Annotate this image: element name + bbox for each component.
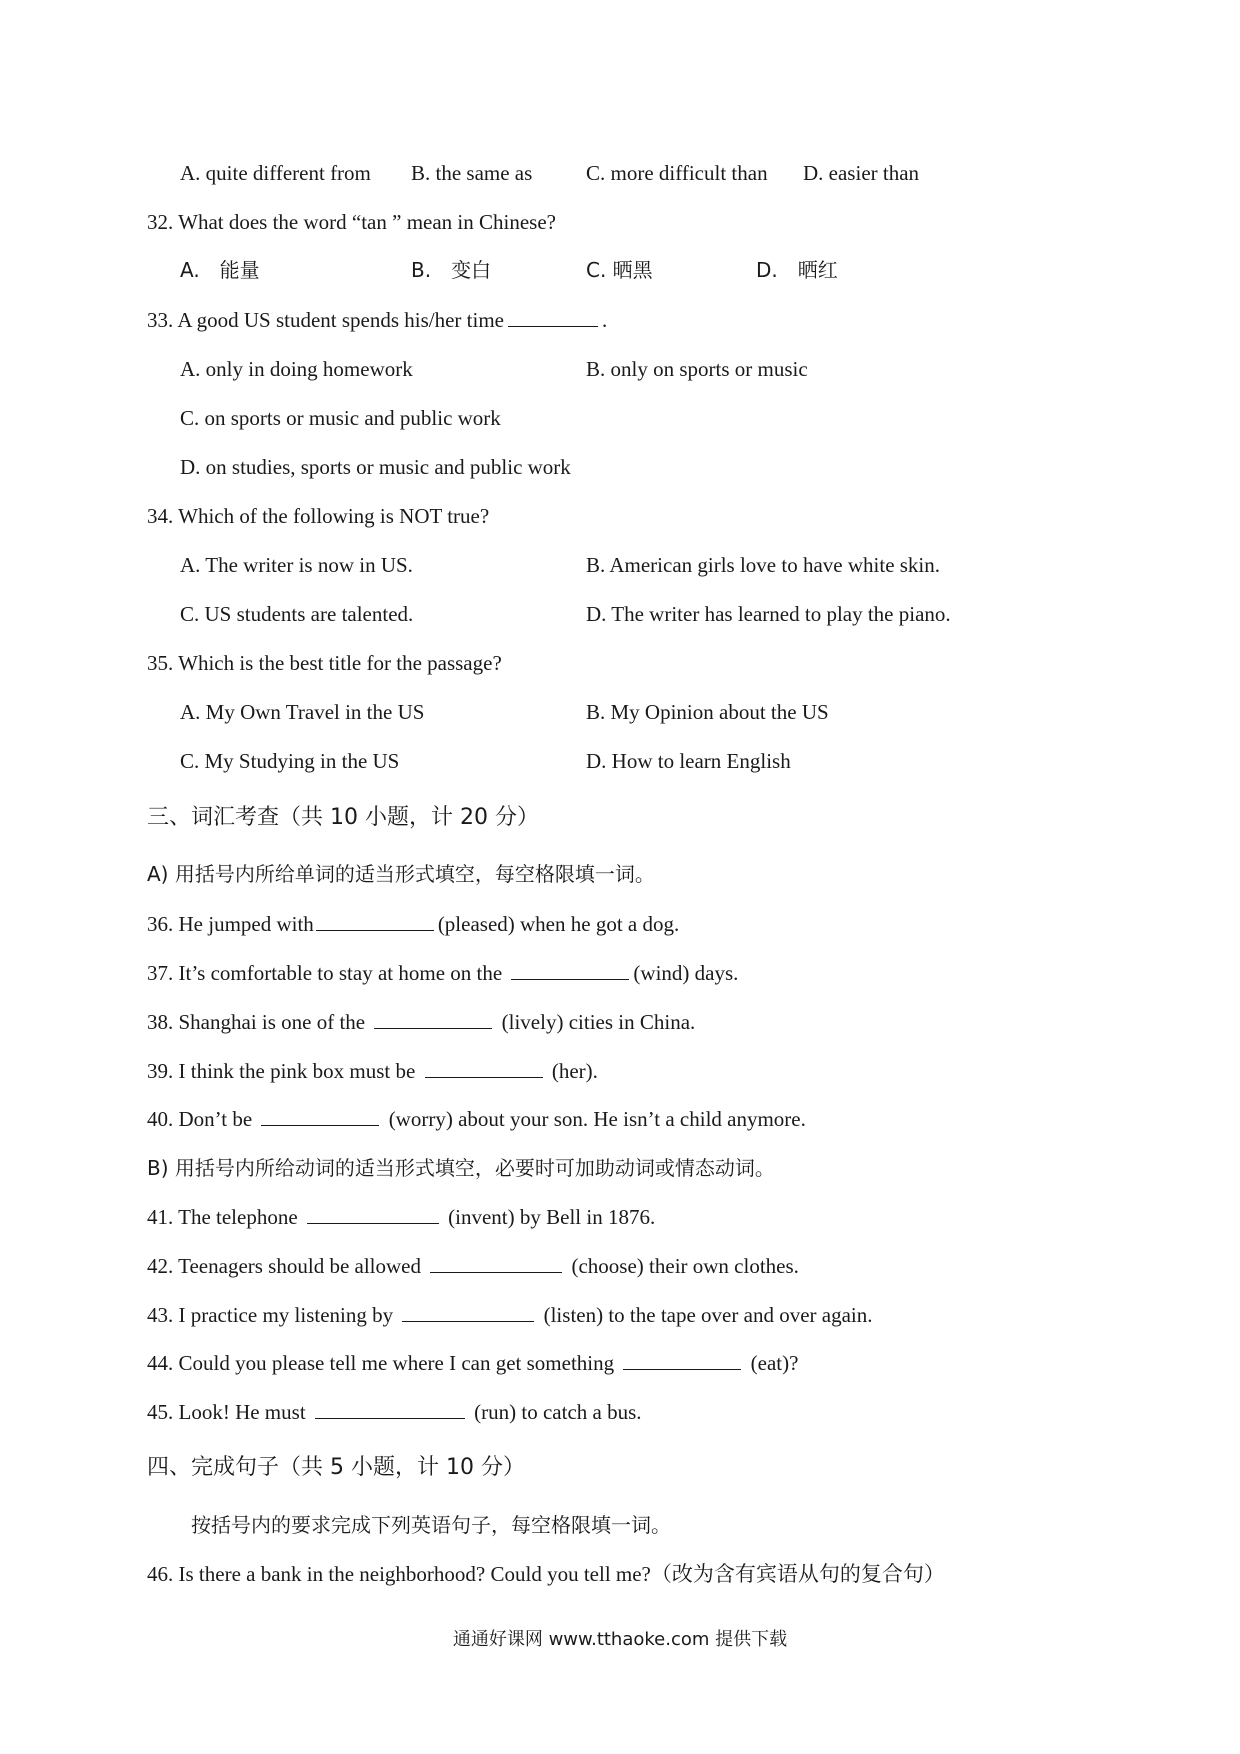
question-text: 32. What does the word “tan ” mean in Chinese? <box>147 210 556 234</box>
option-a: A. only in doing homework <box>180 357 413 381</box>
option-d: D. 晒红 <box>756 258 838 282</box>
answer-blank[interactable] <box>430 1252 562 1273</box>
section-4-heading: 四、完成句子（共 5 小题，计 10 分） <box>147 1455 525 1480</box>
option-b: B. 变白 <box>411 258 492 282</box>
option-a: A. quite different from <box>180 161 371 185</box>
answer-blank[interactable] <box>425 1057 543 1078</box>
option-a: A. 能量 <box>180 258 260 282</box>
answer-blank[interactable] <box>307 1203 439 1224</box>
option-d: D. on studies, sports or music and public work <box>180 455 571 479</box>
section-3-heading: 三、词汇考查（共 10 小题，计 20 分） <box>147 805 539 830</box>
question-36: 36. He jumped with (pleased) when he got a dog. <box>147 912 680 936</box>
question-text: 34. Which of the following is NOT true? <box>147 504 490 528</box>
section-3-part-b-instruction: B) 用括号内所给动词的适当形式填空，必要时可加助动词或情态动词。 <box>147 1156 775 1180</box>
section-4-instruction: 按括号内的要求完成下列英语句子，每空格限填一词。 <box>191 1513 671 1537</box>
answer-blank[interactable] <box>374 1008 492 1029</box>
option-b: B. My Opinion about the US <box>586 700 829 724</box>
option-c: C. My Studying in the US <box>180 749 400 773</box>
answer-blank[interactable] <box>261 1105 379 1126</box>
option-c: C. more difficult than <box>586 161 768 185</box>
answer-blank[interactable] <box>511 959 629 980</box>
answer-blank[interactable] <box>315 1398 465 1419</box>
option-c: C. US students are talented. <box>180 602 414 626</box>
question-text: 35. Which is the best title for the passage? <box>147 651 502 675</box>
option-d: D. The writer has learned to play the piano. <box>586 602 951 626</box>
page-footer: 通通好课网 www.tthaoke.com 提供下载 <box>452 1629 788 1650</box>
question-41: 41. The telephone (invent) by Bell in 1876. <box>147 1205 656 1229</box>
answer-blank[interactable] <box>623 1349 741 1370</box>
answer-blank[interactable] <box>402 1301 534 1322</box>
question-38: 38. Shanghai is one of the (lively) cities in China. <box>147 1010 696 1034</box>
option-a: A. The writer is now in US. <box>180 553 413 577</box>
option-c: C. on sports or music and public work <box>180 406 501 430</box>
option-d: D. How to learn English <box>586 749 791 773</box>
section-3-part-a-instruction: A) 用括号内所给单词的适当形式填空，每空格限填一词。 <box>147 862 655 886</box>
option-d: D. easier than <box>803 161 920 185</box>
option-b: B. only on sports or music <box>586 357 808 381</box>
question-text: 33. A good US student spends his/her time . <box>147 308 608 332</box>
answer-blank[interactable] <box>508 306 598 327</box>
question-44: 44. Could you please tell me where I can get something (eat)? <box>147 1351 799 1375</box>
option-b: B. American girls love to have white skin. <box>586 553 941 577</box>
answer-blank[interactable] <box>316 910 434 931</box>
question-45: 45. Look! He must (run) to catch a bus. <box>147 1400 642 1424</box>
question-39: 39. I think the pink box must be (her). <box>147 1059 598 1083</box>
question-46: 46. Is there a bank in the neighborhood? Could you tell me?（改为含有宾语从句的复合句） <box>147 1562 945 1586</box>
question-40: 40. Don’t be (worry) about your son. He isn’t a child anymore. <box>147 1107 806 1131</box>
option-b: B. the same as <box>411 161 533 185</box>
option-a: A. My Own Travel in the US <box>180 700 425 724</box>
question-37: 37. It’s comfortable to stay at home on the (wind) days. <box>147 961 739 985</box>
question-43: 43. I practice my listening by (listen) to the tape over and over again. <box>147 1303 873 1327</box>
question-42: 42. Teenagers should be allowed (choose) their own clothes. <box>147 1254 799 1278</box>
option-c: C. 晒黑 <box>586 258 653 282</box>
